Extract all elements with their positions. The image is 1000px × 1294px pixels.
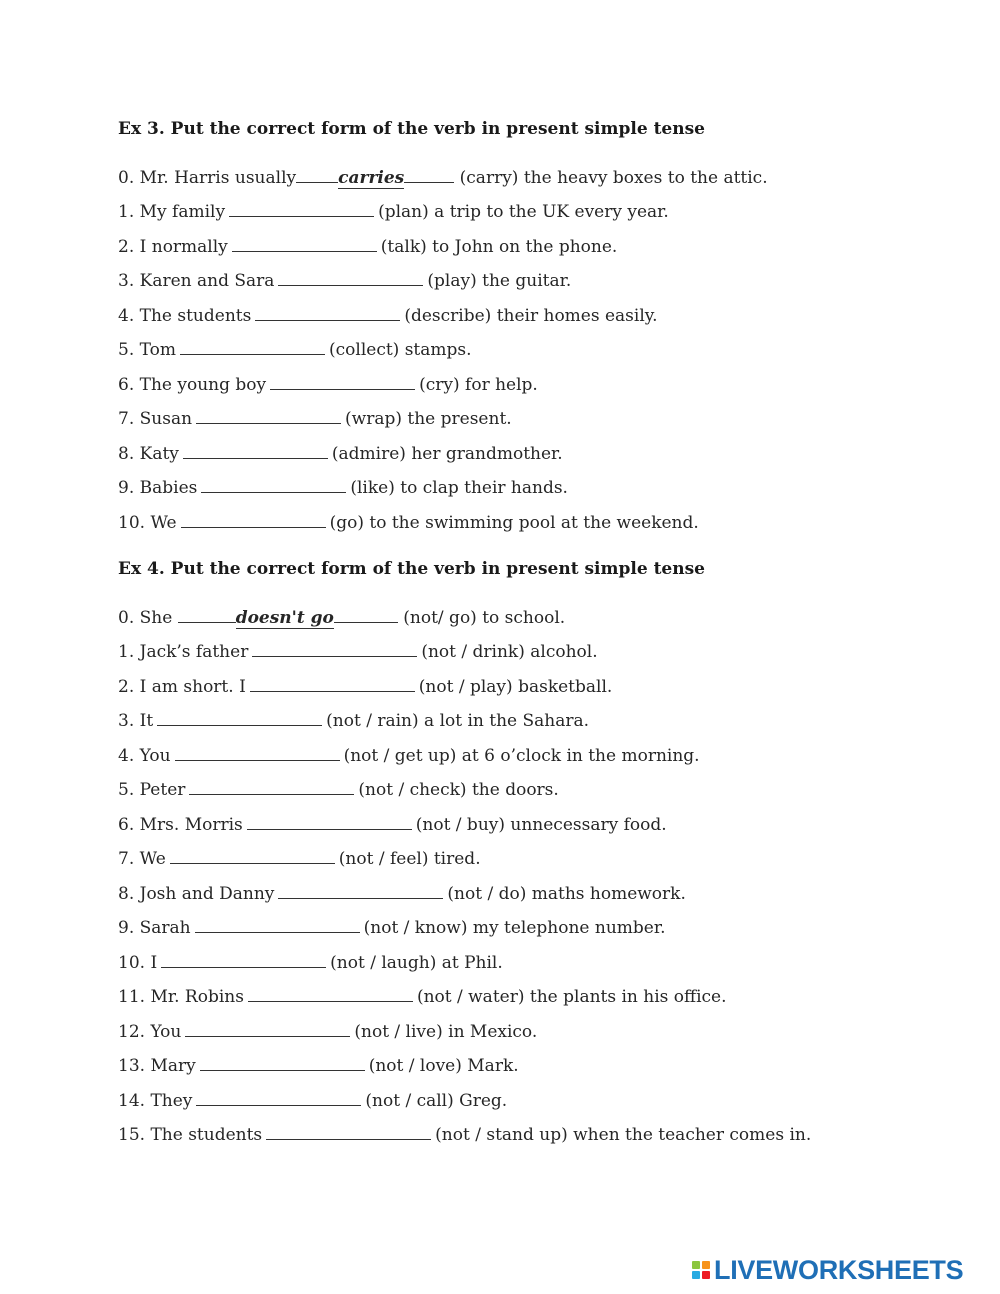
answer-blank[interactable] [200, 1055, 365, 1071]
item-suffix: (not / call) Greg. [365, 1091, 508, 1111]
liveworksheets-logo [692, 1254, 963, 1286]
example-answer: carries [338, 168, 405, 188]
item-prefix: 7. We [118, 849, 166, 869]
answer-blank[interactable] [255, 305, 400, 321]
list-item [118, 1124, 811, 1146]
item-prefix: 15. The students [118, 1125, 263, 1145]
ex4-heading: Ex 4. Put the correct form of the verb in present simple tense [118, 559, 705, 579]
item-suffix: (plan) a trip to the UK every year. [378, 202, 669, 222]
list-item [118, 710, 589, 732]
answer-blank[interactable] [232, 236, 377, 252]
answer-blank[interactable] [181, 512, 326, 528]
item-suffix: (not / play) basketball. [418, 677, 613, 697]
answer-blank[interactable] [266, 1124, 431, 1140]
example-prefix: 0. She [118, 608, 173, 628]
item-prefix: 14. They [118, 1091, 193, 1111]
list-item [118, 883, 686, 905]
answer-blank[interactable] [196, 1090, 361, 1106]
list-item [118, 1090, 507, 1112]
list-item [118, 952, 503, 974]
item-prefix: 4. You [118, 746, 171, 766]
item-prefix: 2. I am short. I [118, 677, 246, 697]
item-prefix: 3. It [118, 711, 154, 731]
answer-blank[interactable] [180, 339, 325, 355]
example-prefix: 0. Mr. Harris usually [118, 168, 297, 188]
answer-blank[interactable] [278, 270, 423, 286]
item-suffix: (not / do) maths homework. [447, 884, 686, 904]
item-suffix: (not / buy) unnecessary food. [415, 815, 667, 835]
item-prefix: 10. We [118, 513, 177, 533]
list-item [118, 779, 559, 801]
item-prefix: 5. Peter [118, 780, 186, 800]
example-suffix: (not/ go) to school. [403, 608, 566, 628]
item-prefix: 9. Sarah [118, 918, 191, 938]
answer-blank[interactable] [157, 710, 322, 726]
answer-blank[interactable] [170, 848, 335, 864]
item-suffix: (describe) their homes easily. [404, 306, 658, 326]
answer-blank[interactable] [201, 477, 346, 493]
answer-blank[interactable] [248, 986, 413, 1002]
item-prefix: 13. Mary [118, 1056, 196, 1076]
list-item [118, 745, 700, 767]
item-suffix: (play) the guitar. [427, 271, 572, 291]
item-suffix: (wrap) the present. [345, 409, 512, 429]
item-suffix: (not / rain) a lot in the Sahara. [326, 711, 590, 731]
answer-blank[interactable] [161, 952, 326, 968]
item-prefix: 6. The young boy [118, 375, 267, 395]
answer-blank[interactable] [189, 779, 354, 795]
item-prefix: 1. My family [118, 202, 226, 222]
item-prefix: 8. Katy [118, 444, 179, 464]
list-item [118, 512, 699, 534]
item-suffix: (not / stand up) when the teacher comes in. [435, 1125, 812, 1145]
item-suffix: (not / water) the plants in his office. [416, 987, 727, 1007]
item-suffix: (not / live) in Mexico. [354, 1022, 538, 1042]
logo-text: LIVEWORKSHEETS [714, 1254, 964, 1285]
item-prefix: 5. Tom [118, 340, 176, 360]
answer-blank[interactable] [250, 676, 415, 692]
list-item [118, 641, 598, 663]
example-suffix: (carry) the heavy boxes to the attic. [459, 168, 768, 188]
item-suffix: (not / know) my telephone number. [363, 918, 666, 938]
example-blank-pre [296, 167, 338, 183]
item-prefix: 1. Jack’s father [118, 642, 249, 662]
list-item [118, 814, 667, 836]
item-suffix: (cry) for help. [419, 375, 538, 395]
list-item [118, 374, 538, 396]
item-suffix: (not / love) Mark. [368, 1056, 519, 1076]
list-item [118, 270, 571, 292]
item-suffix: (not / get up) at 6 o’clock in the morning. [343, 746, 700, 766]
item-prefix: 6. Mrs. Morris [118, 815, 243, 835]
item-suffix: (not / drink) alcohol. [421, 642, 598, 662]
item-prefix: 3. Karen and Sara [118, 271, 275, 291]
list-item [118, 1021, 537, 1043]
answer-blank[interactable] [183, 443, 328, 459]
item-suffix: (collect) stamps. [329, 340, 472, 360]
list-item [118, 236, 617, 258]
list-item [118, 339, 472, 361]
list-item [118, 848, 481, 870]
ex4-example [118, 607, 565, 629]
example-answer: doesn't go [235, 608, 334, 628]
item-suffix: (not / check) the doors. [358, 780, 559, 800]
example-blank-post [334, 607, 398, 623]
answer-blank[interactable] [175, 745, 340, 761]
example-blank-pre [178, 607, 236, 623]
item-suffix: (not / feel) tired. [338, 849, 481, 869]
item-prefix: 4. The students [118, 306, 252, 326]
item-prefix: 2. I normally [118, 237, 228, 257]
example-blank-post [404, 167, 454, 183]
answer-blank[interactable] [270, 374, 415, 390]
item-prefix: 8. Josh and Danny [118, 884, 275, 904]
item-suffix: (not / laugh) at Phil. [330, 953, 503, 973]
answer-blank[interactable] [195, 917, 360, 933]
item-prefix: 11. Mr. Robins [118, 987, 244, 1007]
list-item [118, 201, 669, 223]
item-suffix: (go) to the swimming pool at the weekend. [329, 513, 699, 533]
answer-blank[interactable] [247, 814, 412, 830]
answer-blank[interactable] [185, 1021, 350, 1037]
item-prefix: 12. You [118, 1022, 182, 1042]
logo-squares-icon [692, 1261, 710, 1279]
item-suffix: (talk) to John on the phone. [380, 237, 618, 257]
answer-blank[interactable] [278, 883, 443, 899]
list-item [118, 1055, 519, 1077]
answer-blank[interactable] [252, 641, 417, 657]
item-prefix: 9. Babies [118, 478, 198, 498]
item-prefix: 10. I [118, 953, 158, 973]
list-item [118, 443, 563, 465]
item-prefix: 7. Susan [118, 409, 193, 429]
item-suffix: (like) to clap their hands. [350, 478, 568, 498]
list-item [118, 986, 727, 1008]
ex3-heading: Ex 3. Put the correct form of the verb in present simple tense [118, 119, 705, 139]
list-item [118, 408, 512, 430]
list-item [118, 477, 568, 499]
list-item [118, 676, 612, 698]
answer-blank[interactable] [196, 408, 341, 424]
list-item [118, 305, 658, 327]
answer-blank[interactable] [229, 201, 374, 217]
item-suffix: (admire) her grandmother. [331, 444, 563, 464]
list-item [118, 917, 666, 939]
ex3-example [118, 167, 768, 189]
